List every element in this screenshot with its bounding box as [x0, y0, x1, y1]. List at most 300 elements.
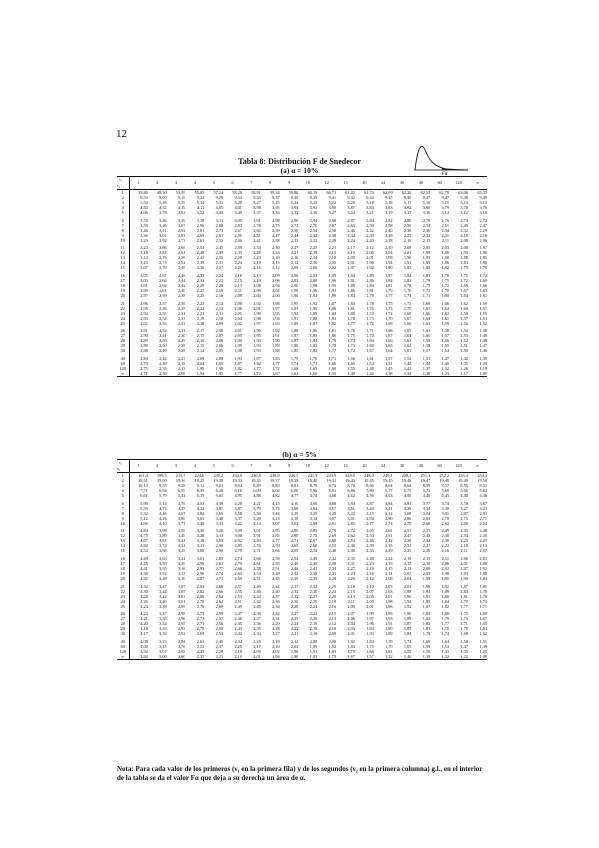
- table-cell: 1,74: [403, 638, 412, 644]
- table-cell: 4,45: [140, 560, 148, 566]
- table-cell: 1,51: [460, 343, 468, 349]
- table-cell: 2,15: [385, 565, 393, 571]
- table-cell: 2,00: [234, 333, 242, 339]
- row-label: 29: [117, 343, 129, 348]
- table-cell: 1,90: [309, 305, 318, 311]
- table-cell: 2,93: [196, 565, 205, 571]
- table-cell: 3,84: [129, 654, 148, 660]
- table-cell: 2,39: [196, 260, 205, 266]
- table-cell: 1,99: [253, 310, 261, 316]
- table-row: [117, 654, 487, 660]
- table-cell: 1,78: [422, 277, 431, 283]
- table-cell: 2,12: [328, 621, 337, 627]
- table-cell: 2,13: [234, 282, 242, 288]
- row-label: 23: [117, 594, 129, 599]
- table-cell: 1,96: [328, 277, 337, 283]
- table-cell: 2,23: [366, 560, 374, 566]
- table-cell: 1,74: [366, 310, 374, 316]
- table-cell: 2,15: [328, 611, 337, 617]
- table-cell: 2,83: [234, 222, 242, 228]
- table-cell: 2,28: [177, 343, 186, 349]
- table-cell: 1,96: [479, 560, 487, 566]
- table-cell: 3,50: [253, 510, 261, 516]
- table-cell: 1,47: [460, 643, 468, 649]
- table-cell: 1,89: [441, 588, 450, 594]
- table-cell: 5,20: [347, 200, 355, 206]
- table-cell: 1,61: [422, 328, 431, 334]
- table-cell: 3,14: [140, 255, 148, 261]
- table-cell: 1,59: [422, 338, 431, 344]
- table-cell: 2,89: [140, 343, 148, 349]
- row-label: 9: [117, 516, 129, 521]
- table-cell: 3,44: [272, 510, 280, 516]
- table-cell: 2,05: [366, 593, 374, 599]
- table-cell: 2,85: [272, 533, 280, 539]
- table-cell: 3,48: [196, 520, 205, 526]
- table-cell: 2,54: [422, 222, 431, 228]
- table-cell: 1,96: [366, 621, 374, 627]
- table-cell: 3,20: [215, 528, 224, 534]
- table-cell: 1,98: [403, 588, 412, 594]
- table-cell: 3,40: [159, 598, 167, 604]
- table-cell: 4,82: [272, 493, 280, 499]
- column-header: 2: [148, 460, 167, 473]
- table-cell: 1,64: [479, 626, 487, 632]
- table-cell: 9,37: [272, 195, 280, 201]
- table-cell: 4,74: [309, 493, 318, 499]
- table-cell: 1,96: [403, 593, 412, 599]
- table-cell: 1,85: [290, 348, 299, 354]
- table-cell: 3,77: [422, 500, 431, 506]
- table-cell: 2,75: [309, 533, 318, 539]
- table-cell: 2,61: [253, 560, 261, 566]
- table-cell: 2,65: [290, 543, 299, 549]
- table-cell: 2,73: [177, 237, 186, 243]
- table-cell: 2,32: [177, 320, 186, 326]
- table-cell: 4,54: [140, 205, 148, 211]
- row-label: 16: [117, 556, 129, 561]
- table-cell: 2,07: [479, 548, 487, 554]
- table-cell: 2,92: [177, 227, 186, 233]
- table-cell: 2,08: [309, 638, 318, 644]
- table-cell: 2,88: [140, 348, 148, 354]
- table-cell: 2,24: [234, 260, 242, 266]
- table-cell: 1,40: [441, 360, 450, 366]
- table-cell: 3,38: [403, 505, 412, 511]
- row-label: ∞: [117, 654, 129, 660]
- table-cell: 2,21: [479, 538, 487, 544]
- row-label: 17: [117, 278, 129, 283]
- table-cell: 1,81: [479, 583, 487, 589]
- table-cell: 2,48: [272, 571, 280, 577]
- table-cell: 1,87: [385, 272, 393, 278]
- table-cell: 1,85: [403, 626, 412, 632]
- table-cell: 1,98: [441, 571, 450, 577]
- column-header: 20: [355, 177, 374, 190]
- table-cell: 2,15: [234, 277, 242, 283]
- table-cell: 1,93: [253, 343, 261, 349]
- column-header: 30: [393, 460, 412, 473]
- table-cell: 2,09: [215, 320, 224, 326]
- table-cell: 1,97: [347, 265, 355, 271]
- table-cell: 2,71: [215, 576, 224, 582]
- table-cell: 2,56: [215, 621, 224, 627]
- table-row: [117, 604, 487, 611]
- table-cell: 2,24: [272, 250, 280, 256]
- table-cell: 1,93: [422, 255, 431, 261]
- table-cell: 1,70: [403, 305, 412, 311]
- table-cell: 2,90: [290, 528, 299, 534]
- table-cell: 2,42: [290, 571, 299, 577]
- table-cell: 4,11: [196, 205, 205, 211]
- table-cell: 4,10: [290, 500, 299, 506]
- table-cell: 1,84: [403, 631, 412, 637]
- table-cell: 2,76: [441, 217, 450, 223]
- table-cell: 2,84: [140, 355, 148, 361]
- table-cell: 2,10: [347, 250, 355, 256]
- table-cell: 1,87: [309, 320, 318, 326]
- table-cell: 62,53: [420, 190, 431, 195]
- table-cell: 1,82: [441, 603, 450, 609]
- f-alpha-label: Fα: [442, 172, 448, 176]
- subtitle-a: (a) α = 10%: [280, 166, 319, 175]
- table-cell: 2,68: [215, 583, 224, 589]
- table-cell: 3,67: [479, 500, 487, 506]
- table-cell: 2,73: [159, 260, 167, 266]
- table-cell: 3,34: [159, 621, 167, 627]
- table-cell: 1,68: [441, 293, 450, 299]
- table-cell: 3,49: [159, 576, 167, 582]
- table-cell: 3,55: [159, 565, 167, 571]
- table-cell: 1,57: [422, 348, 431, 354]
- table-cell: 2,60: [309, 543, 318, 549]
- table-cell: 2,01: [242, 654, 261, 660]
- table-cell: 1,57: [441, 333, 450, 339]
- table-cell: 2,00: [290, 282, 299, 288]
- table-cell: 2,15: [403, 560, 412, 566]
- table-cell: 2,60: [215, 603, 224, 609]
- table-cell: 2,54: [196, 245, 205, 251]
- table-cell: 2,40: [385, 227, 393, 233]
- table-cell: 3,68: [159, 548, 167, 554]
- table-cell: 2,36: [253, 621, 261, 627]
- table-cell: 1,87: [234, 360, 242, 366]
- row-label: 1: [117, 190, 129, 196]
- table-cell: 1,77: [223, 371, 242, 377]
- table-cell: 5,25: [272, 200, 280, 206]
- row-label: 13: [117, 538, 129, 543]
- table-cell: 1,84: [309, 338, 318, 344]
- table-cell: 2,62: [159, 282, 167, 288]
- table-cell: 3,92: [140, 648, 148, 654]
- table-cell: 3,83: [385, 205, 393, 211]
- table-cell: 3,74: [159, 543, 167, 549]
- footnote: Nota: Para cada valor de los primeros (ν₁ en la primera fila) y de los segundos (ν₂ en la primera columna) g.l., en el interior de la tabla se da el valor Fα que deja a su derecha un área de α.: [117, 765, 483, 782]
- column-header: 1: [129, 460, 148, 473]
- table-cell: 1,84: [422, 616, 431, 622]
- table-cell: 2,42: [366, 227, 374, 233]
- table-cell: 1,90: [385, 626, 393, 632]
- table-cell: 1,52: [374, 654, 393, 660]
- table-cell: 2,11: [234, 288, 242, 294]
- table-cell: 2,33: [366, 548, 374, 554]
- f-table-alpha-10: [117, 176, 487, 377]
- table-cell: 3,59: [177, 528, 186, 534]
- row-label: 11: [117, 528, 129, 533]
- table-cell: 2,06: [441, 560, 450, 566]
- table-cell: 1,57: [460, 315, 468, 321]
- table-cell: 2,79: [441, 515, 450, 521]
- row-label: 26: [117, 328, 129, 333]
- table-cell: 2,04: [272, 282, 280, 288]
- table-cell: 2,10: [309, 260, 318, 266]
- table-cell: 2,16: [290, 255, 299, 261]
- table-cell: 1,89: [309, 310, 318, 316]
- table-cell: 2,38: [403, 227, 412, 233]
- table-cell: 3,11: [159, 227, 167, 233]
- table-cell: 2,31: [272, 616, 280, 622]
- table-cell: 2,18: [460, 232, 468, 238]
- table-cell: 2,20: [366, 237, 374, 243]
- table-cell: 4,54: [140, 548, 148, 554]
- table-cell: 1,83: [347, 300, 355, 306]
- table-cell: 1,90: [479, 250, 487, 256]
- table-cell: 2,82: [385, 217, 393, 223]
- table-cell: 5,75: [403, 488, 412, 494]
- row-label: 2: [117, 195, 129, 200]
- table-cell: 2,00: [234, 338, 242, 344]
- table-cell: 3,62: [177, 210, 186, 216]
- table-cell: 2,48: [328, 548, 337, 554]
- table-cell: 3,06: [196, 548, 205, 554]
- row-label: 26: [117, 611, 129, 616]
- table-cell: 1,96: [290, 293, 299, 299]
- table-cell: 1,84: [347, 643, 355, 649]
- table-cell: 2,36: [177, 300, 186, 306]
- table-cell: 3,94: [347, 500, 355, 506]
- table-cell: 2,25: [309, 245, 318, 251]
- table-cell: 2,11: [441, 237, 450, 243]
- table-cell: 2,06: [347, 616, 355, 622]
- table-cell: 1,93: [366, 631, 374, 637]
- table-cell: 2,45: [272, 576, 280, 582]
- table-cell: 3,32: [159, 631, 167, 637]
- row-label: 25: [117, 321, 129, 328]
- table-cell: 3,18: [196, 217, 205, 223]
- row-label: 23: [117, 311, 129, 316]
- table-cell: 1,96: [422, 583, 431, 589]
- table-cell: 1,48: [403, 360, 412, 366]
- table-cell: 2,07: [347, 611, 355, 617]
- row-label: 24: [117, 316, 129, 321]
- table-cell: 2,49: [253, 583, 261, 589]
- table-cell: 1,94: [366, 626, 374, 632]
- table-cell: 2,72: [290, 222, 299, 228]
- nu2-label: ν₂: [117, 466, 121, 471]
- table-cell: 9,39: [309, 195, 318, 201]
- table-cell: 1,65: [479, 621, 487, 627]
- table-cell: 1,00: [468, 371, 487, 377]
- table-cell: 2,28: [234, 255, 242, 261]
- table-cell: 2,06: [253, 288, 261, 294]
- table-cell: 5,34: [196, 200, 205, 206]
- table-cell: 1,68: [385, 328, 393, 334]
- row-label: 40: [117, 639, 129, 644]
- table-cell: 2,71: [479, 515, 487, 521]
- table-cell: 3,33: [215, 520, 224, 526]
- table-cell: 252,2: [439, 473, 450, 478]
- table-cell: 2,18: [234, 648, 242, 654]
- table-cell: 2,17: [347, 245, 355, 251]
- table-cell: 2,39: [253, 611, 261, 617]
- table-cell: 2,70: [403, 520, 412, 526]
- column-header: 60: [430, 177, 449, 190]
- table-cell: 1,98: [234, 348, 242, 354]
- table-cell: 2,92: [177, 631, 186, 637]
- table-cell: 251,1: [420, 473, 431, 478]
- table-cell: 3,05: [234, 217, 242, 223]
- table-cell: 2,19: [253, 260, 261, 266]
- table-cell: 1,78: [403, 282, 412, 288]
- table-cell: 2,49: [290, 560, 299, 566]
- table-cell: 1,99: [422, 250, 431, 256]
- table-cell: 248,0: [364, 473, 374, 478]
- table-cell: 2,66: [234, 565, 242, 571]
- table-cell: 1,64: [385, 348, 393, 354]
- table-cell: 1,64: [441, 305, 450, 311]
- table-cell: 2,34: [253, 245, 261, 251]
- table-cell: 1,75: [385, 300, 393, 306]
- row-label: 14: [117, 543, 129, 548]
- table-cell: 3,98: [253, 205, 261, 211]
- table-cell: 2,86: [159, 245, 167, 251]
- table-cell: 2,10: [366, 583, 374, 589]
- table-cell: 2,20: [309, 616, 318, 622]
- column-header: 4: [185, 177, 204, 190]
- table-cell: 1,87: [403, 265, 412, 271]
- table-cell: 236,8: [251, 473, 261, 478]
- table-cell: 2,24: [290, 621, 299, 627]
- table-cell: 2,79: [328, 528, 337, 534]
- table-cell: 2,03: [309, 272, 318, 278]
- table-cell: 58,20: [232, 190, 242, 195]
- table-cell: 1,95: [385, 611, 393, 617]
- table-cell: 3,37: [234, 515, 242, 521]
- table-cell: 2,46: [177, 272, 186, 278]
- row-label: 6: [117, 501, 129, 506]
- table-cell: 1,26: [460, 365, 468, 371]
- table-cell: 2,10: [328, 626, 337, 632]
- row-label: 13: [117, 255, 129, 260]
- table-cell: 3,58: [234, 510, 242, 516]
- row-label: 20: [117, 293, 129, 300]
- table-cell: 2,18: [328, 598, 337, 604]
- table-cell: 2,12: [290, 260, 299, 266]
- table-cell: 1,52: [460, 338, 468, 344]
- table-cell: 2,52: [215, 237, 224, 243]
- table-cell: 4,68: [328, 493, 337, 499]
- table-row: [117, 265, 487, 272]
- table-cell: 1,67: [460, 288, 468, 294]
- table-cell: 4,50: [403, 493, 412, 499]
- table-cell: 9,47: [441, 195, 450, 201]
- table-cell: 4,41: [140, 565, 148, 571]
- table-cell: 9,48: [460, 195, 468, 201]
- table-cell: 2,75: [140, 365, 148, 371]
- table-cell: 9,46: [403, 195, 412, 201]
- table-cell: 2,29: [479, 227, 487, 233]
- table-cell: 9,12: [196, 483, 205, 489]
- table-cell: 2,90: [196, 571, 205, 577]
- table-cell: 1,53: [441, 643, 450, 649]
- table-cell: 3,34: [272, 210, 280, 216]
- table-cell: 2,45: [234, 621, 242, 627]
- table-cell: 2,21: [290, 250, 299, 256]
- table-cell: 2,25: [403, 548, 412, 554]
- table-cell: 2,52: [159, 328, 167, 334]
- table-cell: 1,57: [479, 305, 487, 311]
- row-label: 24: [117, 599, 129, 604]
- table-cell: 3,23: [159, 638, 167, 644]
- table-cell: 2,17: [196, 333, 205, 339]
- table-cell: 3,86: [177, 515, 186, 521]
- table-cell: 1,59: [460, 310, 468, 316]
- table-cell: 2,90: [328, 217, 337, 223]
- table-cell: 1,34: [393, 371, 412, 377]
- table-cell: 2,53: [215, 631, 224, 637]
- table-cell: 1,55: [441, 343, 450, 349]
- table-cell: 2,27: [290, 611, 299, 617]
- table-cell: 5,96: [309, 488, 318, 494]
- table-cell: 1,58: [441, 328, 450, 334]
- table-cell: 3,10: [177, 576, 186, 582]
- table-cell: 9,33: [234, 195, 242, 201]
- table-cell: 2,40: [253, 603, 261, 609]
- table-cell: 2,22: [215, 277, 224, 283]
- table-cell: 1,81: [460, 593, 468, 599]
- table-cell: 2,37: [272, 593, 280, 599]
- table-cell: 62,00: [382, 190, 393, 195]
- table-cell: 2,57: [215, 616, 224, 622]
- table-cell: 1,64: [422, 315, 431, 321]
- table-cell: 2,42: [272, 583, 280, 589]
- table-cell: 8,70: [347, 483, 355, 489]
- table-cell: 1,83: [272, 355, 280, 361]
- table-cell: 3,17: [403, 210, 412, 216]
- table-cell: 1,64: [441, 638, 450, 644]
- table-cell: 6,00: [290, 488, 299, 494]
- table-cell: 2,68: [177, 648, 186, 654]
- table-cell: 1,82: [253, 360, 261, 366]
- table-cell: 4,19: [177, 205, 186, 211]
- table-cell: 2,21: [290, 631, 299, 637]
- table-cell: 2,22: [290, 626, 299, 632]
- table-cell: 3,03: [177, 593, 186, 599]
- column-header: 5: [204, 460, 223, 473]
- table-cell: 1,72: [347, 348, 355, 354]
- table-cell: 2,30: [479, 533, 487, 539]
- table-cell: 1,84: [403, 272, 412, 278]
- table-cell: 1,91: [422, 593, 431, 599]
- table-cell: 2,45: [309, 560, 318, 566]
- table-cell: 2,28: [328, 237, 337, 243]
- table-cell: 1,90: [403, 611, 412, 617]
- table-cell: 2,00: [309, 277, 318, 283]
- table-cell: 1,58: [422, 343, 431, 349]
- table-cell: 18,51: [138, 478, 148, 484]
- table-cell: 2,25: [234, 643, 242, 649]
- table-cell: 2,04: [347, 621, 355, 627]
